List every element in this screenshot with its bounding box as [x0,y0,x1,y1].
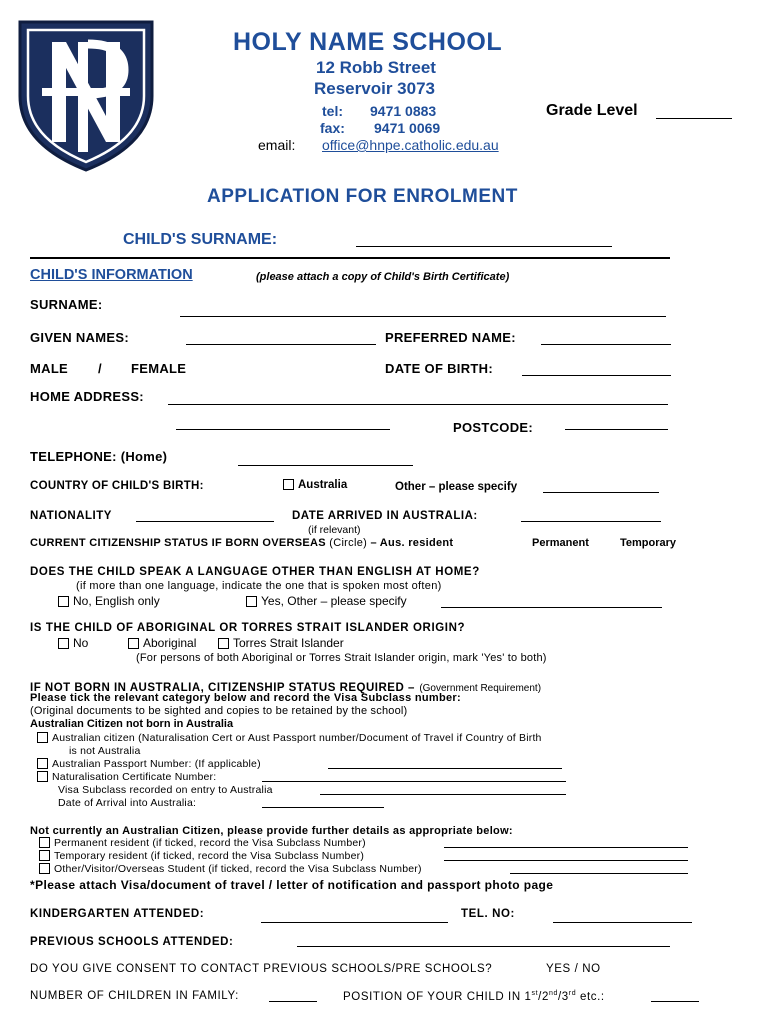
aus-resident-option[interactable]: – Aus. resident [370,537,454,549]
fax-label: fax: [320,120,345,136]
australia-checkbox[interactable] [283,479,294,490]
dob-label: DATE OF BIRTH: [385,361,493,376]
home-address-field[interactable] [168,404,668,405]
origin-aboriginal-option[interactable]: Aboriginal [128,636,196,650]
kindergarten-label: KINDERGARTEN ATTENDED: [30,908,205,920]
not-citizen-heading: Not currently an Australian Citizen, please provide further details as appropriate below: [30,825,513,837]
school-suburb: Reservoir 3073 [314,79,435,98]
language-question: DOES THE CHILD SPEAK A LANGUAGE OTHER THAN ENGLISH AT HOME? [30,566,480,578]
australia-option[interactable]: Australia [283,479,347,491]
date-arrived-field[interactable] [521,521,661,522]
male-option[interactable]: MALE [30,361,69,376]
email-label: email: [258,137,296,153]
female-option[interactable]: FEMALE [131,361,187,376]
given-names-field[interactable] [186,344,376,345]
previous-schools-label: PREVIOUS SCHOOLS ATTENDED: [30,936,234,948]
school-crest-logo [12,14,160,174]
visa-heading-note: (Government Requirement) [419,683,542,694]
preferred-name-label: PREFERRED NAME: [385,330,516,345]
permanent-resident-checkbox[interactable] [39,837,50,848]
origin-no-option[interactable]: No [58,636,88,650]
fax-number: 9471 0069 [374,120,441,136]
origin-torres-option[interactable]: Torres Strait Islander [218,636,344,650]
citizenship-label: CURRENT CITIZENSHIP STATUS IF BORN OVERSEAS [30,537,326,549]
position-label: POSITION OF YOUR CHILD IN 1st/2nd/3rd etc.: [343,990,605,1003]
tel-number: 9471 0883 [370,103,437,119]
other-visitor-field[interactable] [510,873,688,874]
torres-checkbox[interactable] [218,638,229,649]
nationality-field[interactable] [136,521,274,522]
citizenship-row [30,537,453,549]
origin-no-checkbox[interactable] [58,638,69,649]
postcode-field[interactable] [565,429,668,430]
info-heading: CHILD'S INFORMATION [30,267,193,283]
passport-item[interactable]: Australian Passport Number: (If applicable) [37,758,261,770]
divider [30,257,670,259]
info-note: (please attach a copy of Child's Birth Certificate) [256,271,510,283]
dob-field[interactable] [522,375,671,376]
preferred-name-field[interactable] [541,344,671,345]
consent-yes-no[interactable]: YES / NO [546,963,601,975]
telephone-label: TELEPHONE: (Home) [30,449,168,464]
permanent-option[interactable]: Permanent [532,537,589,549]
date-arrival-field[interactable] [262,807,384,808]
other-visitor-checkbox[interactable] [39,863,50,874]
visa-heading: IF NOT BORN IN AUSTRALIA, CITIZENSHIP STATUS REQUIRED – [30,682,415,694]
attach-visa-note: *Please attach Visa/document of travel / letter of notification and passport photo page [30,878,554,892]
permanent-resident-field[interactable] [444,847,688,848]
school-name: HOLY NAME SCHOOL [233,28,503,56]
permanent-resident-item[interactable]: Permanent resident (if ticked, record the Visa Subclass Number) [39,837,366,849]
grade-level-label: Grade Level [546,102,638,119]
passport-checkbox[interactable] [37,758,48,769]
kindergarten-field[interactable] [261,922,448,923]
consent-question: DO YOU GIVE CONSENT TO CONTACT PREVIOUS SCHOOLS/PRE SCHOOLS? [30,963,493,975]
if-relevant-note: (if relevant) [308,524,361,536]
childs-surname-label: CHILD'S SURNAME: [123,231,278,248]
naturalisation-checkbox[interactable] [37,771,48,782]
origin-note: (For persons of both Aboriginal or Torres Strait Islander origin, mark 'Yes' to both) [136,652,547,664]
kindergarten-tel-label: TEL. NO: [461,908,515,920]
school-street: 12 Robb Street [316,58,436,77]
passport-field[interactable] [328,768,562,769]
citizen-item-1-cont: is not Australia [69,745,141,757]
num-children-field[interactable] [269,1001,317,1002]
temporary-resident-field[interactable] [444,860,688,861]
kindergarten-tel-field[interactable] [553,922,692,923]
language-note: (if more than one language, indicate the one that is spoken most often) [76,580,442,592]
visa-subclass-field[interactable] [320,794,566,795]
other-visitor-item[interactable]: Other/Visitor/Overseas Student (if ticked, record the Visa Subclass Number) [39,863,422,875]
language-yes-checkbox[interactable] [246,596,257,607]
other-country-label: Other – please specify [395,481,518,493]
visa-subclass-label: Visa Subclass recorded on entry to Australia [58,784,273,796]
num-children-label: NUMBER OF CHILDREN IN FAMILY: [30,990,239,1002]
visa-original-docs: (Original documents to be sighted and copies to be retained by the school) [30,705,408,717]
citizen-item-1[interactable]: Australian citizen (Naturalisation Cert or Aust Passport number/Document of Travel if Country of Birth [37,732,542,744]
circle-note: (Circle) [329,537,368,549]
language-no-checkbox[interactable] [58,596,69,607]
country-birth-label: COUNTRY OF CHILD'S BIRTH: [30,480,204,492]
naturalisation-item[interactable]: Naturalisation Certificate Number: [37,771,216,783]
temporary-resident-item[interactable]: Temporary resident (if ticked, record the Visa Subclass Number) [39,850,364,862]
citizen-checkbox[interactable] [37,732,48,743]
telephone-field[interactable] [238,465,413,466]
language-specify-field[interactable] [441,607,662,608]
visa-tick-line: Please tick the relevant category below and record the Visa Subclass number: [30,692,461,704]
given-names-label: GIVEN NAMES: [30,330,129,345]
language-yes-option[interactable]: Yes, Other – please specify [246,594,407,608]
home-address-label: HOME ADDRESS: [30,389,144,404]
date-arrived-label: DATE ARRIVED IN AUSTRALIA: [292,510,478,522]
language-no-option[interactable]: No, English only [58,594,160,608]
tel-label: tel: [322,103,343,119]
grade-level-field[interactable] [656,118,732,119]
nationality-label: NATIONALITY [30,510,112,522]
form-title: APPLICATION FOR ENROLMENT [207,186,518,207]
previous-schools-field[interactable] [297,946,670,947]
home-address-field-2[interactable] [176,429,390,430]
surname-label: SURNAME: [30,297,103,312]
email-link[interactable]: office@hnpe.catholic.edu.au [322,137,499,153]
position-field[interactable] [651,1001,699,1002]
surname-field[interactable] [180,316,666,317]
temporary-resident-checkbox[interactable] [39,850,50,861]
aboriginal-checkbox[interactable] [128,638,139,649]
gender-slash: / [98,361,102,376]
other-country-field[interactable] [543,492,659,493]
naturalisation-field[interactable] [262,781,566,782]
citizen-heading: Australian Citizen not born in Australia [30,718,234,730]
temporary-option[interactable]: Temporary [620,537,677,549]
childs-surname-field[interactable] [356,246,612,247]
postcode-label: POSTCODE: [453,420,533,435]
date-arrival-label: Date of Arrival into Australia: [58,797,197,809]
origin-question: IS THE CHILD OF ABORIGINAL OR TORRES STRAIT ISLANDER ORIGIN? [30,622,466,634]
